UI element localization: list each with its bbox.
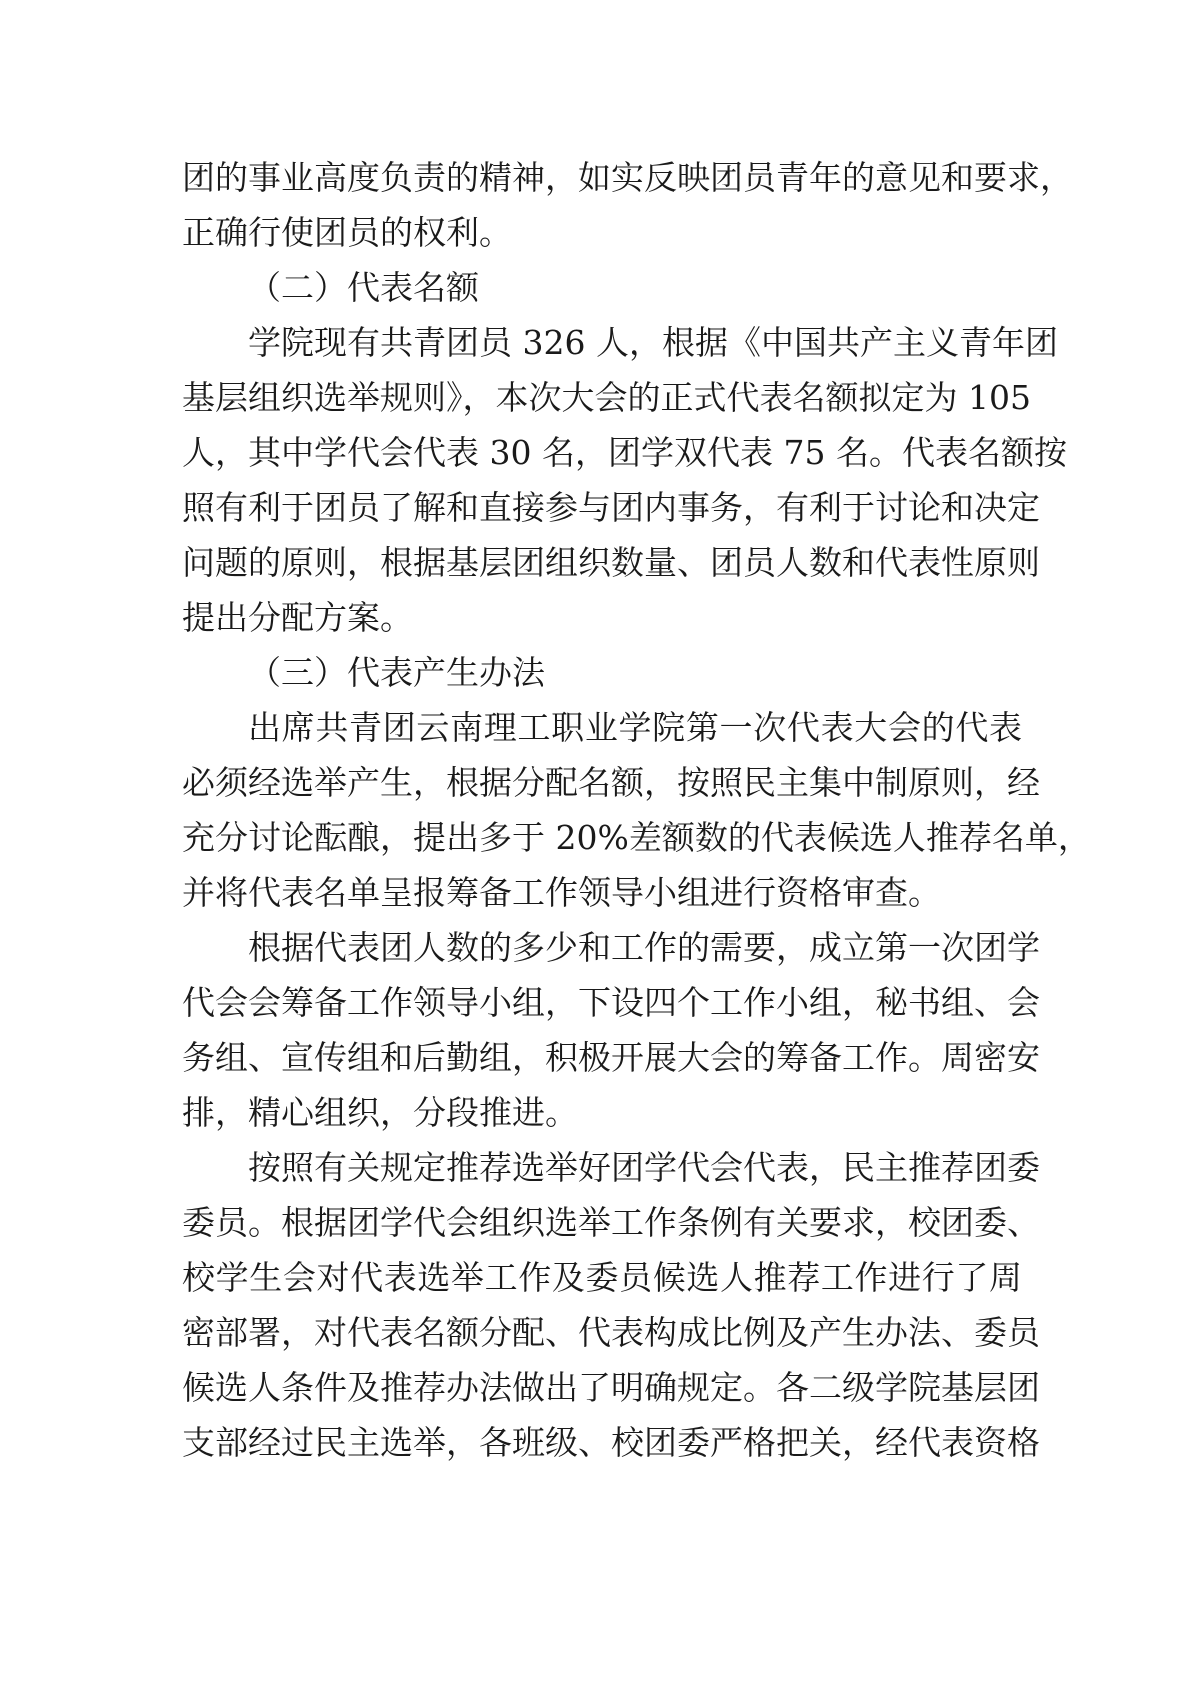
text-line: 密部署，对代表名额分配、代表构成比例及产生办法、委员 xyxy=(182,1313,1040,1352)
paragraph-intro xyxy=(182,150,1073,260)
text-line: 校学生会对代表选举工作及委员候选人推荐工作进行了周 xyxy=(182,1258,1022,1297)
text-line: 按照有关规定推荐选举好团学代会代表，民主推荐团委 xyxy=(248,1148,1040,1187)
text-line: 委员。根据团学代会组织选举工作条例有关要求，校团委、 xyxy=(182,1203,1040,1242)
text-line: 学院现有共青团员 326 人，根据《中国共产主义青年团 xyxy=(248,323,1058,362)
section-heading-quota: （二）代表名额 xyxy=(248,268,479,307)
text-line: 代会会筹备工作领导小组，下设四个工作小组，秘书组、会 xyxy=(182,983,1040,1022)
section-heading-election: （三）代表产生办法 xyxy=(248,653,545,692)
paragraph-election xyxy=(182,700,1091,920)
text-line: 正确行使团员的权利。 xyxy=(182,213,512,252)
text-line: 排，精心组织，分段推进。 xyxy=(182,1093,578,1132)
text-line: 问题的原则，根据基层团组织数量、团员人数和代表性原则 xyxy=(182,543,1040,582)
text-line: 支部经过民主选举，各班级、校团委严格把关，经代表资格 xyxy=(182,1423,1040,1462)
document-body xyxy=(182,150,1091,1470)
text-line: 提出分配方案。 xyxy=(182,598,413,637)
text-line: 候选人条件及推荐办法做出了明确规定。各二级学院基层团 xyxy=(182,1368,1040,1407)
text-line: 必须经选举产生，根据分配名额，按照民主集中制原则，经 xyxy=(182,763,1040,802)
paragraph-prep xyxy=(182,920,1040,1140)
text-line: 并将代表名单呈报筹备工作领导小组进行资格审查。 xyxy=(182,873,941,912)
text-line: 团的事业高度负责的精神，如实反映团员青年的意见和要求， xyxy=(182,158,1073,197)
text-line: 照有利于团员了解和直接参与团内事务，有利于讨论和决定 xyxy=(182,488,1040,527)
text-line: 基层组织选举规则》，本次大会的正式代表名额拟定为 105 xyxy=(182,378,1031,417)
text-line: 人，其中学代会代表 30 名，团学双代表 75 名。代表名额按 xyxy=(182,433,1067,472)
text-line: 务组、宣传组和后勤组，积极开展大会的筹备工作。周密安 xyxy=(182,1038,1040,1077)
paragraph-quota xyxy=(182,315,1067,645)
text-line: 根据代表团人数的多少和工作的需要，成立第一次团学 xyxy=(248,928,1040,967)
paragraph-recommend xyxy=(182,1140,1040,1470)
text-line: 充分讨论酝酿，提出多于 20%差额数的代表候选人推荐名单， xyxy=(182,818,1091,857)
text-line: 出席共青团云南理工职业学院第一次代表大会的代表 xyxy=(248,708,1022,747)
